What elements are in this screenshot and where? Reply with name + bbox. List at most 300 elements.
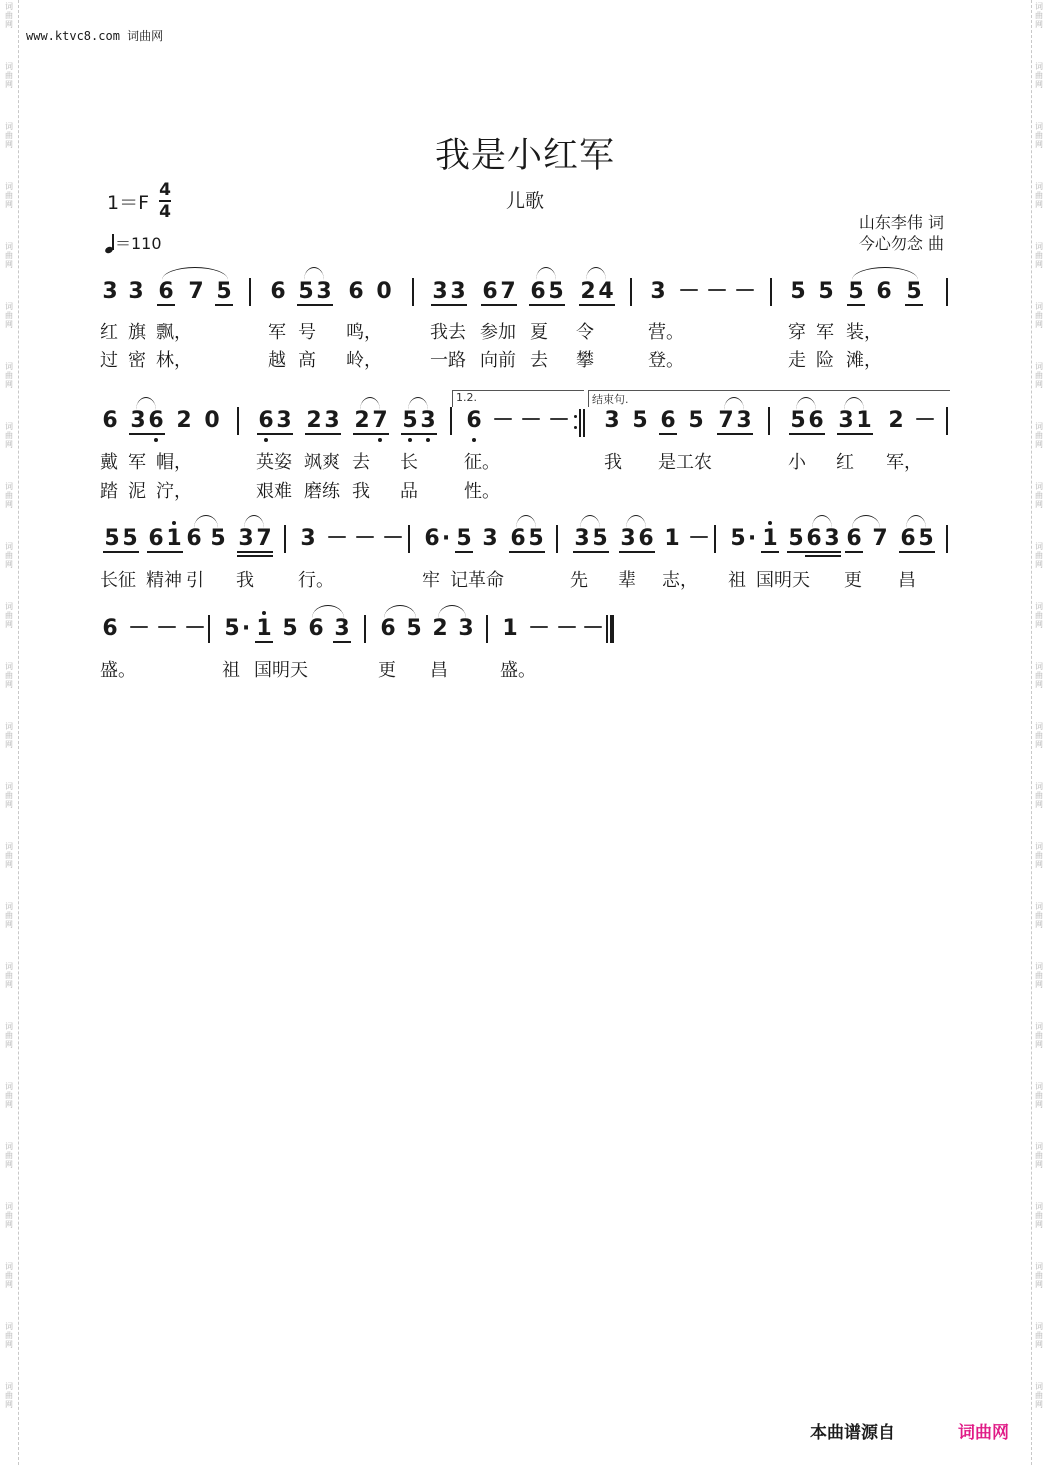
- underline: [573, 551, 609, 553]
- barline: [630, 278, 632, 306]
- barline: [450, 407, 452, 435]
- lyric: 军: [816, 322, 834, 343]
- watermark-text: 词 曲 网: [1035, 782, 1043, 809]
- note: 6: [256, 408, 276, 434]
- note: 1: [502, 616, 518, 641]
- footer-source: 本曲谱源自: [810, 1423, 895, 1443]
- volta-ending: 结束句.: [588, 390, 950, 407]
- note: 7: [256, 526, 272, 551]
- lyric: 高: [298, 350, 316, 371]
- watermark-text: 词 曲 网: [1035, 662, 1043, 689]
- slur: [408, 397, 428, 410]
- note: 5: [400, 408, 420, 434]
- volta-first: 1.2.: [452, 390, 584, 407]
- note: 7: [188, 279, 204, 304]
- note: 3: [432, 279, 448, 304]
- note: 6: [308, 616, 324, 641]
- tempo-value: ＝110: [115, 234, 162, 253]
- note: 6: [510, 526, 526, 551]
- watermark-text: 词 曲 网: [1035, 542, 1043, 569]
- underline: [899, 551, 935, 553]
- note: 3: [604, 408, 620, 433]
- lyric: 向前: [480, 350, 516, 371]
- watermark-text: 词 曲 网: [5, 1142, 13, 1169]
- underline: [847, 304, 865, 306]
- final-barline: [606, 615, 614, 643]
- note: 3: [276, 408, 292, 433]
- time-bottom: 4: [159, 202, 171, 222]
- note: 5: [122, 526, 138, 551]
- note: 3: [838, 408, 854, 433]
- lyric: 艰难: [256, 481, 292, 502]
- underline: [845, 551, 863, 553]
- watermark-text: 词 曲 网: [5, 842, 13, 869]
- note: 6: [638, 526, 654, 551]
- time-top: 4: [159, 180, 171, 200]
- watermark-text: 词 曲 网: [1035, 962, 1043, 989]
- watermark-text: 词 曲 网: [1035, 1202, 1043, 1229]
- slur: [906, 515, 926, 528]
- slur: [244, 515, 264, 528]
- underline: [353, 433, 389, 435]
- lyric: 征。: [464, 452, 500, 473]
- lyric: 磨练: [304, 481, 340, 502]
- lyric: 走: [788, 350, 806, 371]
- note: 3: [650, 279, 666, 304]
- lyric: 盛。: [100, 660, 136, 681]
- note: 5: [688, 408, 704, 433]
- dash: －: [128, 616, 151, 641]
- watermark-text: 词 曲 网: [1035, 902, 1043, 929]
- lyric: 英姿: [256, 452, 292, 473]
- note: 6: [348, 279, 364, 304]
- lyric: 更: [844, 570, 862, 591]
- lyric: 岭，: [346, 350, 382, 371]
- note: 7: [718, 408, 734, 433]
- note: 5: [456, 526, 472, 551]
- note: 1: [856, 408, 872, 433]
- note: 7: [370, 408, 390, 434]
- underline: [157, 304, 175, 306]
- barline: [408, 525, 410, 553]
- lyric: 我: [236, 570, 254, 591]
- note: 5: [224, 616, 240, 641]
- watermark-text: 词 曲 网: [1035, 302, 1043, 329]
- credits: [859, 212, 944, 254]
- slur: [516, 515, 536, 528]
- watermark-text: 词 曲 网: [5, 1382, 13, 1409]
- note: 6: [846, 526, 862, 551]
- note: 5: [592, 526, 608, 551]
- note: 5: [282, 616, 298, 641]
- underline: [237, 555, 273, 557]
- lyric: 林，: [156, 350, 192, 371]
- note: 2: [580, 279, 596, 304]
- barline: [237, 407, 239, 435]
- barline: [486, 615, 488, 643]
- lyric: 军，: [886, 452, 922, 473]
- underline: [455, 551, 473, 553]
- lyric: 泥: [128, 481, 146, 502]
- note: 3: [482, 526, 498, 551]
- lyric: 红: [100, 322, 118, 343]
- slur: [194, 515, 218, 528]
- underline: [837, 433, 873, 435]
- barline: [412, 278, 414, 306]
- quarter-note-icon: [105, 233, 115, 253]
- underline: [905, 304, 923, 306]
- lyric: 越: [268, 350, 286, 371]
- watermark-text: 词 曲 网: [1035, 482, 1043, 509]
- lyric: 盛。: [500, 660, 536, 681]
- lyric: 我: [352, 481, 370, 502]
- dot: ·: [747, 526, 757, 551]
- lyric: 国明天: [254, 660, 308, 681]
- lyric: 长征: [100, 570, 136, 591]
- slur: [438, 605, 466, 618]
- watermark-text: 词 曲 网: [1035, 242, 1043, 269]
- lyric: 长: [400, 452, 418, 473]
- lyric: 行。: [298, 570, 334, 591]
- watermark-text: 词 曲 网: [5, 782, 13, 809]
- underline: [333, 641, 351, 643]
- dash: －: [548, 408, 571, 433]
- lyric: 营。: [648, 322, 684, 343]
- underline: [215, 304, 233, 306]
- note: 2: [176, 408, 192, 433]
- repeat-sign: [574, 409, 586, 437]
- site-name[interactable]: 词曲网: [127, 29, 164, 43]
- note: 6: [482, 279, 498, 304]
- watermark-text: 词 曲 网: [1035, 722, 1043, 749]
- note: 5: [216, 279, 232, 304]
- lyric: 泞，: [156, 481, 192, 502]
- note: 2: [432, 616, 448, 641]
- dot: ·: [441, 526, 451, 551]
- note: 5: [790, 279, 806, 304]
- watermark-text: 词 曲 网: [5, 1322, 13, 1349]
- dash: －: [354, 526, 377, 551]
- underline: [529, 304, 565, 306]
- underline: [431, 304, 467, 306]
- underline: [509, 551, 545, 553]
- note: 3: [620, 526, 636, 551]
- note: 6: [102, 616, 118, 641]
- watermark-text: 词 曲 网: [5, 2, 13, 29]
- note: 5: [906, 279, 922, 304]
- watermark-text: 词 曲 网: [1035, 2, 1043, 29]
- note: 5: [406, 616, 422, 641]
- note: 6: [876, 279, 892, 304]
- note: 0: [376, 279, 392, 304]
- note: 6: [158, 279, 174, 304]
- slur: [304, 267, 324, 280]
- watermark-text: 词 曲 网: [1035, 1142, 1043, 1169]
- note: 5: [104, 526, 120, 551]
- lyric: 参加: [480, 322, 516, 343]
- dash: －: [382, 526, 405, 551]
- lyric: 过: [100, 350, 118, 371]
- note: 4: [598, 279, 614, 304]
- watermark-text: 词 曲 网: [1035, 1322, 1043, 1349]
- note: 3: [458, 616, 474, 641]
- note: 3: [450, 279, 466, 304]
- note: 5: [298, 279, 314, 304]
- lyric: 鸣，: [346, 322, 382, 343]
- watermark-text: 词 曲 网: [5, 422, 13, 449]
- barline: [714, 525, 716, 553]
- note: 1: [664, 526, 680, 551]
- note: 6: [146, 408, 166, 434]
- tempo-marking: [105, 231, 162, 254]
- barline: [946, 407, 948, 435]
- lyric: 性。: [464, 481, 500, 502]
- watermark-text: 词 曲 网: [1035, 422, 1043, 449]
- underline: [237, 551, 273, 553]
- underline: [579, 304, 615, 306]
- note: 5: [788, 526, 804, 551]
- underline: [717, 433, 753, 435]
- note: 5: [918, 526, 934, 551]
- underline: [401, 433, 437, 435]
- slur: [852, 267, 918, 280]
- slur: [312, 605, 344, 618]
- song-title: 我是小红军: [434, 136, 615, 176]
- lyric: 引: [186, 570, 204, 591]
- dash: －: [914, 408, 937, 433]
- dash: －: [706, 279, 729, 304]
- underline: [659, 433, 677, 435]
- lyric: 帽，: [156, 452, 192, 473]
- note: 5: [548, 279, 564, 304]
- note: 1: [254, 616, 274, 642]
- lyric: 祖: [222, 660, 240, 681]
- note: 3: [324, 408, 340, 433]
- watermark-text: 词 曲 网: [5, 602, 13, 629]
- note: 5: [730, 526, 746, 551]
- note: 6: [148, 526, 164, 551]
- note: 3: [334, 616, 350, 641]
- lyric: 令: [576, 322, 594, 343]
- lyric: 军: [268, 322, 286, 343]
- note: 3: [128, 279, 144, 304]
- watermark-text: 词 曲 网: [1035, 362, 1043, 389]
- dash: －: [520, 408, 543, 433]
- underline: [255, 641, 273, 643]
- watermark-text: 词 曲 网: [5, 722, 13, 749]
- note: 5: [818, 279, 834, 304]
- dash: －: [734, 279, 757, 304]
- note: 5: [632, 408, 648, 433]
- lyric: 军: [128, 452, 146, 473]
- lyric: 号: [298, 322, 316, 343]
- left-watermark-strip: [2, 0, 19, 1465]
- lyric: 踏: [100, 481, 118, 502]
- lyric: 穿: [788, 322, 806, 343]
- lyric: 攀: [576, 350, 594, 371]
- note: 2: [306, 408, 322, 433]
- barline: [770, 278, 772, 306]
- slur: [136, 397, 156, 410]
- watermark-text: 词 曲 网: [5, 1082, 13, 1109]
- lyric: 先: [570, 570, 588, 591]
- note: 6: [530, 279, 546, 304]
- barline: [556, 525, 558, 553]
- slur: [852, 515, 880, 528]
- lyric: 志，: [662, 570, 698, 591]
- lyric: 昌: [898, 570, 916, 591]
- slur: [162, 267, 228, 280]
- underline: [787, 551, 841, 553]
- lyric: 祖: [728, 570, 746, 591]
- lyric: 品: [400, 481, 418, 502]
- lyric: 飒爽: [304, 452, 340, 473]
- watermark-text: 词 曲 网: [1035, 62, 1043, 89]
- watermark-text: 词 曲 网: [5, 302, 13, 329]
- note: 6: [270, 279, 286, 304]
- key-signature: 1＝F: [107, 192, 150, 214]
- site-header[interactable]: [26, 27, 163, 44]
- underline: [103, 551, 139, 553]
- note: 3: [824, 526, 840, 551]
- note: 6: [660, 408, 676, 433]
- lyric: 装，: [846, 322, 882, 343]
- barline: [946, 525, 948, 553]
- note: 5: [790, 408, 806, 433]
- underline: [257, 433, 293, 435]
- lyric: 登。: [648, 350, 684, 371]
- note: 3: [418, 408, 438, 434]
- underline: [789, 433, 825, 435]
- lyric: 密: [128, 350, 146, 371]
- song-subtitle: 儿歌: [505, 190, 544, 212]
- lyric: 旗: [128, 322, 146, 343]
- lyric: 滩，: [846, 350, 882, 371]
- watermark-text: 词 曲 网: [5, 662, 13, 689]
- note: 6: [464, 408, 484, 434]
- note: 1: [164, 526, 184, 552]
- note: 3: [102, 279, 118, 304]
- barline: [946, 278, 948, 306]
- note: 6: [808, 408, 824, 433]
- watermark-text: 词 曲 网: [1035, 122, 1043, 149]
- lyric: 国明天: [756, 570, 810, 591]
- watermark-text: 词 曲 网: [5, 242, 13, 269]
- note: 3: [238, 526, 254, 551]
- underline: [481, 304, 517, 306]
- note: 2: [354, 408, 370, 433]
- note: 3: [574, 526, 590, 551]
- lyric: 牢: [422, 570, 440, 591]
- slur: [384, 605, 416, 618]
- lyric: 险: [816, 350, 834, 371]
- slur: [626, 515, 646, 528]
- note: 0: [204, 408, 220, 433]
- note: 3: [736, 408, 752, 433]
- lyric: 是工农: [658, 452, 712, 473]
- barline: [768, 407, 770, 435]
- watermark-text: 词 曲 网: [5, 182, 13, 209]
- watermark-text: 词 曲 网: [1035, 602, 1043, 629]
- lyric: 去: [352, 452, 370, 473]
- lyric: 去: [530, 350, 548, 371]
- dash: －: [688, 526, 711, 551]
- note: 3: [316, 279, 332, 304]
- dash: －: [184, 616, 207, 641]
- watermark-text: 词 曲 网: [5, 62, 13, 89]
- watermark-text: 词 曲 网: [1035, 182, 1043, 209]
- slur: [580, 515, 600, 528]
- note: 6: [102, 408, 118, 433]
- footer-brand-link[interactable]: 词曲网: [958, 1423, 1009, 1443]
- dash: －: [528, 616, 551, 641]
- watermark-text: 词 曲 网: [5, 122, 13, 149]
- note: 5: [528, 526, 544, 551]
- lyric: 飘，: [156, 322, 192, 343]
- barline: [364, 615, 366, 643]
- dash: －: [582, 616, 605, 641]
- note: 5: [210, 526, 226, 551]
- watermark-text: 词 曲 网: [1035, 1382, 1043, 1409]
- note: 2: [888, 408, 904, 433]
- note: 6: [806, 526, 822, 551]
- watermark-text: 词 曲 网: [1035, 1082, 1043, 1109]
- watermark-text: 词 曲 网: [1035, 842, 1043, 869]
- barline: [208, 615, 210, 643]
- lyric: 昌: [430, 660, 448, 681]
- underline: [761, 551, 779, 553]
- note: 7: [872, 526, 888, 551]
- lyric: 小: [788, 452, 806, 473]
- underline: [619, 551, 655, 553]
- watermark-text: 词 曲 网: [5, 542, 13, 569]
- underline: [805, 555, 841, 557]
- watermark-text: 词 曲 网: [5, 1202, 13, 1229]
- watermark-text: 词 曲 网: [5, 362, 13, 389]
- lyric: 辈: [618, 570, 636, 591]
- slur: [536, 267, 556, 280]
- dash: －: [492, 408, 515, 433]
- note: 6: [900, 526, 916, 551]
- underline: [129, 433, 165, 435]
- barline: [249, 278, 251, 306]
- lyric: 记革命: [450, 570, 504, 591]
- slur: [812, 515, 832, 528]
- watermark-text: 词 曲 网: [5, 1022, 13, 1049]
- underline: [297, 304, 333, 306]
- watermark-text: 词 曲 网: [5, 482, 13, 509]
- note: 6: [380, 616, 396, 641]
- composer: 今心勿念 曲: [858, 234, 944, 253]
- watermark-text: 词 曲 网: [1035, 1262, 1043, 1289]
- note: 6: [424, 526, 440, 551]
- dash: －: [156, 616, 179, 641]
- time-signature: [158, 180, 172, 222]
- note: 6: [186, 526, 202, 551]
- note: 1: [760, 526, 780, 552]
- underline: [147, 551, 183, 553]
- lyric: 更: [378, 660, 396, 681]
- note: 3: [130, 408, 146, 433]
- note: 5: [848, 279, 864, 304]
- slur: [586, 267, 606, 280]
- note: 3: [300, 526, 316, 551]
- lyricist: 山东李伟 词: [858, 213, 944, 232]
- right-watermark-strip: [1031, 0, 1048, 1465]
- dot: ·: [241, 616, 251, 641]
- lyric: 夏: [530, 322, 548, 343]
- site-url[interactable]: www.ktvc8.com: [26, 29, 120, 43]
